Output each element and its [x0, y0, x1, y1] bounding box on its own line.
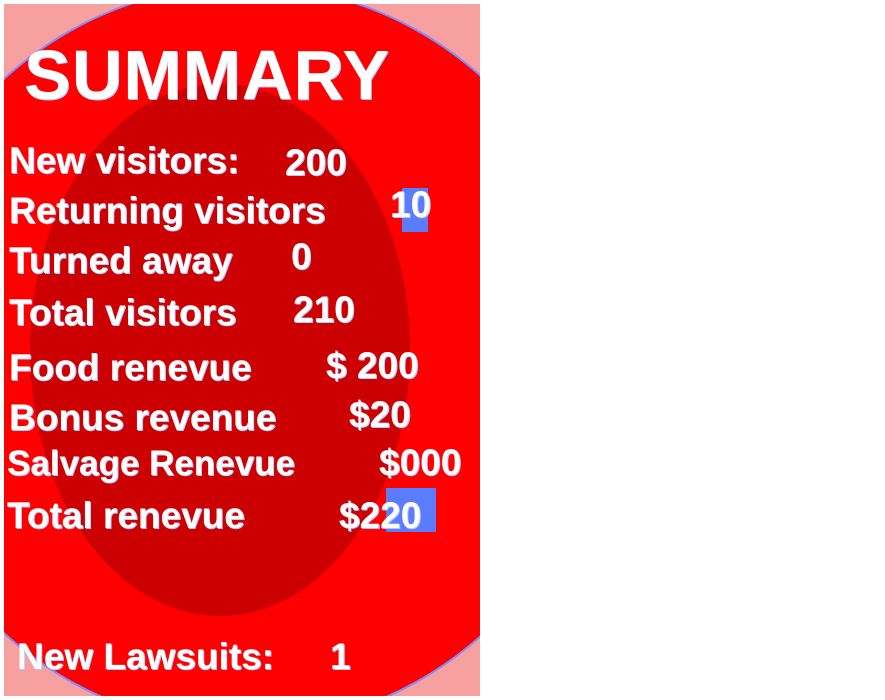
new-visitors-value: 200 — [285, 142, 347, 183]
turned-away-value: 0 — [291, 236, 312, 277]
returning-visitors-value: 10 — [390, 184, 432, 225]
returning-visitors-label: Returning visitors — [9, 190, 326, 231]
salvage-revenue-label: Salvage Renevue — [7, 444, 295, 483]
bonus-revenue-value: $20 — [349, 394, 411, 435]
food-revenue-label: Food renevue — [9, 347, 252, 388]
page-title: SUMMARY — [24, 36, 391, 114]
total-revenue-label: Total renevue — [7, 495, 245, 536]
new-visitors-label: New visitors: — [9, 140, 240, 181]
salvage-revenue-value: $000 — [379, 442, 462, 483]
new-lawsuits-label: New Lawsuits: — [17, 636, 274, 677]
summary-panel — [4, 4, 480, 696]
bonus-revenue-label: Bonus revenue — [9, 397, 277, 438]
food-revenue-value: $ 200 — [326, 345, 419, 386]
new-lawsuits-value: 1 — [330, 636, 351, 677]
total-revenue-value: $220 — [339, 495, 422, 536]
turned-away-label: Turned away — [9, 240, 233, 281]
total-visitors-label: Total visitors — [9, 292, 237, 333]
total-visitors-value: 210 — [293, 289, 355, 330]
